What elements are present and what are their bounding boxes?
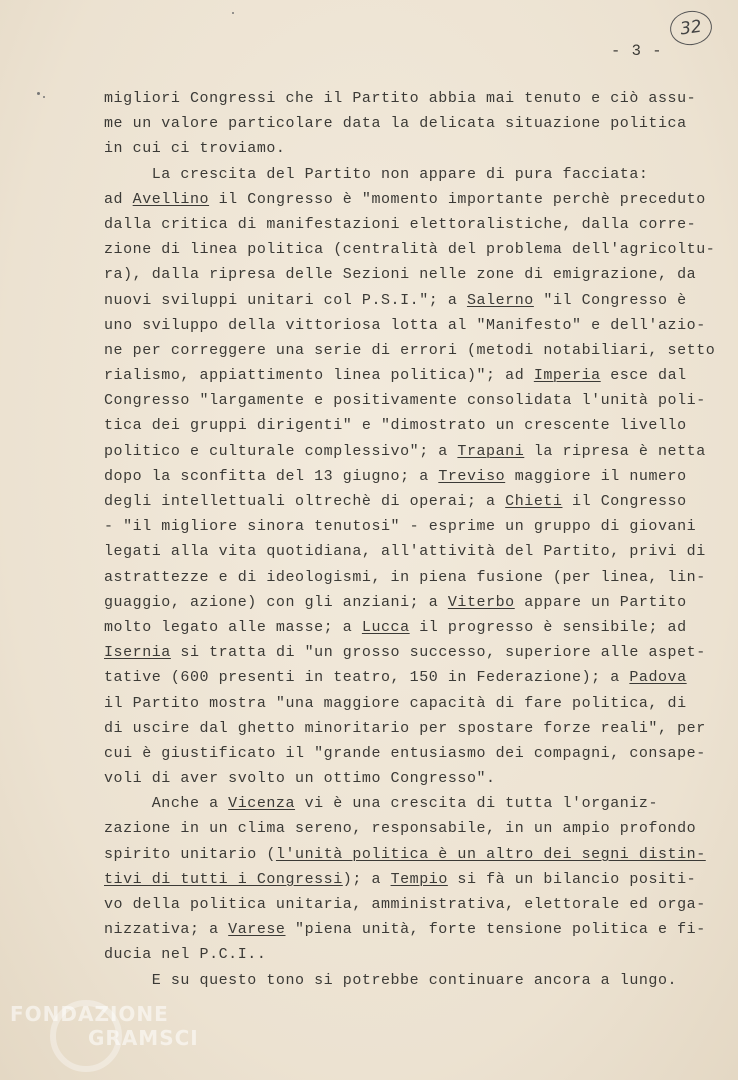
text-line <box>104 539 706 564</box>
text-line <box>104 288 687 313</box>
text-line <box>104 489 687 514</box>
text-line <box>104 968 684 993</box>
text-line <box>104 816 697 841</box>
text-line <box>104 766 684 791</box>
text-segment: Congresso "largamente e positivamente consolidata l'unità poli- <box>104 392 706 410</box>
text-line <box>104 867 697 892</box>
text-line <box>104 590 687 615</box>
ink-speck <box>37 92 40 95</box>
text-line <box>104 791 684 816</box>
underlined-text: Salerno <box>466 291 534 309</box>
text-line <box>104 565 706 590</box>
text-line <box>104 514 697 539</box>
text-segment: tica dei gruppi dirigenti" e "dimostrato un crescente livello <box>104 417 687 435</box>
text-segment: rialismo, appiattimento linea politica)"; ad <box>104 367 534 385</box>
text-line <box>104 111 687 136</box>
text-segment: dalla critica di manifestazioni elettoralistiche, dalla corre- <box>104 215 697 233</box>
text-line <box>104 716 706 741</box>
text-segment: me un valore particolare data la delicata situazione politica <box>104 115 687 133</box>
text-segment: zione di linea politica (centralità del problema dell'agricoltu- <box>104 241 716 259</box>
text-line <box>104 691 687 716</box>
text-segment: in cui ci troviamo. <box>104 140 286 158</box>
watermark-line-1: FONDAZIONE <box>10 1002 169 1026</box>
underlined-text: Imperia <box>533 367 601 385</box>
text-line <box>104 741 706 766</box>
underlined-text: Avellino <box>132 190 210 208</box>
underlined-text: Isernia <box>104 644 171 662</box>
text-line <box>104 187 706 212</box>
text-segment: ); a <box>342 870 391 888</box>
text-line <box>104 842 706 867</box>
text-segment: vi è una crescita di tutta l'organiz- <box>295 795 659 813</box>
text-segment: molto legato alle masse; a <box>104 618 362 636</box>
underlined-text: Varese <box>228 921 286 939</box>
text-segment: esce dal <box>600 367 687 385</box>
text-segment: ad <box>104 190 133 208</box>
text-segment: voli di aver svolto un ottimo Congresso". <box>104 770 496 788</box>
text-line <box>104 615 687 640</box>
underlined-text: Viterbo <box>447 593 515 611</box>
text-segment: ne per correggere una serie di errori (metodi notabiliari, setto <box>104 341 716 359</box>
text-segment: guaggio, azione) con gli anziani; a <box>104 593 448 611</box>
text-segment: il Congresso <box>562 493 687 510</box>
text-segment: spirito unitario ( <box>104 845 276 863</box>
underlined-text: Tempio <box>390 870 448 888</box>
text-line <box>104 439 706 464</box>
underlined-text: Padova <box>629 669 687 687</box>
underlined-text: Lucca <box>361 618 410 636</box>
text-segment: politico e culturale complessivo"; a <box>104 442 458 460</box>
text-line <box>104 338 716 363</box>
archive-page-number: 32 <box>668 8 714 48</box>
text-segment: di uscire dal ghetto minoritario per spostare forze reali", per <box>104 719 706 737</box>
text-segment: si fà un bilancio positi- <box>447 870 697 888</box>
text-segment: Anche a <box>104 795 229 813</box>
text-segment: migliori Congressi che il Partito abbia mai tenuto e ciò assu- <box>104 90 697 107</box>
text-segment: zazione in un clima sereno, responsabile, in un ampio profondo <box>104 820 697 838</box>
ink-speck <box>43 96 45 98</box>
text-segment: si tratta di "un grosso successo, superiore alle aspet- <box>170 644 706 662</box>
underlined-text: Chieti <box>505 493 563 510</box>
text-segment: ra), dalla ripresa delle Sezioni nelle zone di emigrazione, da <box>104 266 697 284</box>
text-segment: nizzativa; a <box>104 921 229 939</box>
text-segment: vo della politica unitaria, amministrativa, elettorale ed orga- <box>104 896 706 913</box>
paragraph <box>104 968 684 993</box>
underlined-text: Vicenza <box>228 795 296 813</box>
text-segment: "piena unità, forte tensione politica e fi- <box>285 921 706 939</box>
typewritten-text <box>104 86 716 993</box>
text-line <box>104 388 706 413</box>
paragraph <box>104 86 697 162</box>
text-segment: il Congresso è "momento importante perchè preceduto <box>209 190 706 208</box>
text-segment: La crescita del Partito non appare di pura facciata: <box>104 165 649 183</box>
text-segment: maggiore il numero <box>505 467 687 485</box>
text-segment: il Partito mostra "una maggiore capacità di fare politica, di <box>104 694 687 712</box>
text-line <box>104 237 716 262</box>
text-line <box>104 665 687 690</box>
ink-speck <box>232 12 234 14</box>
text-line <box>104 363 687 388</box>
underlined-text: tivi di tutti i Congressi <box>104 870 343 888</box>
text-line <box>104 212 697 237</box>
text-line <box>104 892 706 917</box>
text-segment: legati alla vita quotidiana, all'attività del Partito, privi di <box>104 543 706 561</box>
text-line <box>104 262 697 287</box>
text-line <box>104 136 684 161</box>
text-segment: tative (600 presenti in teatro, 150 in Federazione); a <box>104 669 630 687</box>
text-line <box>104 162 684 187</box>
underlined-text: Treviso <box>438 467 506 485</box>
watermark-line-2: GRAMSCI <box>88 1026 199 1050</box>
text-line <box>104 640 706 665</box>
underlined-text: l'unità politica è un altro dei segni distin- <box>275 845 706 863</box>
text-line <box>104 413 687 438</box>
paragraph <box>104 162 716 792</box>
text-segment: - "il migliore sinora tenutosi" - esprime un gruppo di giovani <box>104 518 697 536</box>
text-segment: dopo la sconfitta del 13 giugno; a <box>104 467 439 485</box>
text-segment: cui è giustificato il "grande entusiasmo dei compagni, consape- <box>104 744 706 762</box>
text-segment: ducia nel P.C.I.. <box>104 946 267 964</box>
text-segment: la ripresa è netta <box>524 442 706 460</box>
text-segment: degli intellettuali oltrechè di operai; a <box>104 493 506 510</box>
text-line <box>104 86 697 111</box>
underlined-text: Trapani <box>457 442 525 460</box>
text-segment: "il Congresso è <box>533 291 687 309</box>
text-segment: astrattezze e di ideologismi, in piena fusione (per linea, lin- <box>104 568 706 586</box>
page-number: - 3 - <box>611 42 663 60</box>
text-segment: appare un Partito <box>514 593 687 611</box>
text-segment: uno sviluppo della vittoriosa lotta al "Manifesto" e dell'azio- <box>104 316 706 334</box>
text-line <box>104 313 706 338</box>
text-segment: nuovi sviluppi unitari col P.S.I."; a <box>104 291 467 309</box>
text-line <box>104 942 684 967</box>
fondazione-gramsci-watermark <box>10 1000 210 1070</box>
paragraph <box>104 791 706 967</box>
text-line <box>104 464 687 489</box>
text-segment: il progresso è sensibile; ad <box>409 618 687 636</box>
text-segment: E su questo tono si potrebbe continuare ancora a lungo. <box>104 971 678 989</box>
text-line <box>104 917 706 942</box>
